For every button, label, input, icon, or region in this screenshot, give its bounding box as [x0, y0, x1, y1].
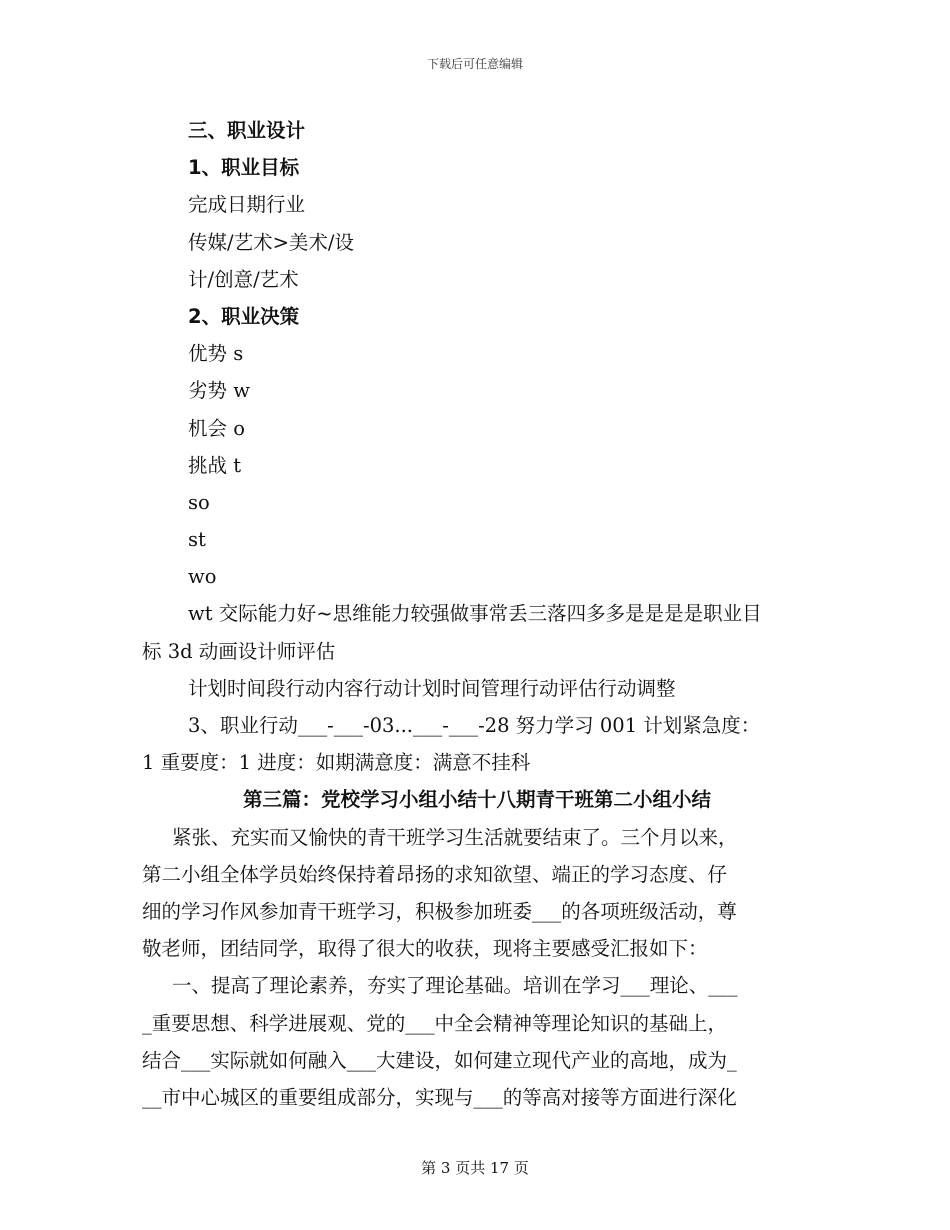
wt-line: wt 交际能力好~思维能力较强做事常丢三落四多多是是是是职业目	[188, 602, 762, 626]
swot-line: 挑战 t	[188, 453, 242, 477]
paragraph-line: 第二小组全体学员始终保持着昂扬的求知欲望、端正的学习态度、仔	[142, 862, 728, 886]
goal-line: 计/创意/艺术	[188, 267, 299, 291]
swot-line: 劣势 w	[188, 379, 250, 403]
goal-heading: 1、职业目标	[188, 156, 300, 180]
paragraph-line: 敬老师，团结同学，取得了很大的收获，现将主要感受汇报如下：	[142, 937, 708, 961]
page-header: 下载后可任意编辑	[426, 57, 523, 71]
action-line: 1 重要度：1 进度：如期满意度：满意不挂科	[142, 751, 531, 775]
swot-line: so	[188, 490, 210, 514]
section-title: 三、职业设计	[188, 119, 306, 142]
action-line: 3、职业行动___-___-03...___-___-28 努力学习 001 计划紧急度：	[188, 714, 761, 737]
swot-line: st	[188, 528, 206, 552]
wt-line: 标 3d 动画设计师评估	[142, 639, 336, 663]
paragraph-line: 结合___实际就如何融入___大建设，如何建立现代产业的高地，成为_	[142, 1048, 737, 1072]
page-footer: 第 3 页共 17 页	[421, 1159, 529, 1177]
goal-line: 完成日期行业	[188, 193, 306, 217]
decision-heading: 2、职业决策	[188, 304, 300, 328]
plan-line: 计划时间段行动内容行动计划时间管理行动评估行动调整	[188, 676, 676, 700]
paragraph-line: 紧张、充实而又愉快的青干班学习生活就要结束了。三个月以来，	[172, 825, 738, 849]
swot-line: 优势 s	[188, 342, 244, 366]
article-title: 第三篇：党校学习小组小结十八期青干班第二小组小结	[242, 788, 711, 812]
paragraph-line: __市中心城区的重要组成部分，实现与___的等高对接等方面进行深化	[142, 1085, 737, 1109]
paragraph-line: 一、提高了理论素养，夯实了理论基础。培训在学习___理论、___	[172, 974, 738, 998]
swot-line: 机会 o	[188, 416, 245, 440]
paragraph-line: 细的学习作风参加青干班学习，积极参加班委___的各项班级活动，尊	[142, 899, 737, 923]
goal-line: 传媒/艺术>美术/设	[188, 230, 354, 254]
swot-line: wo	[188, 565, 217, 589]
paragraph-line: _重要思想、科学进展观、党的___中全会精神等理论知识的基础上，	[142, 1011, 728, 1035]
document-body	[142, 112, 812, 1116]
